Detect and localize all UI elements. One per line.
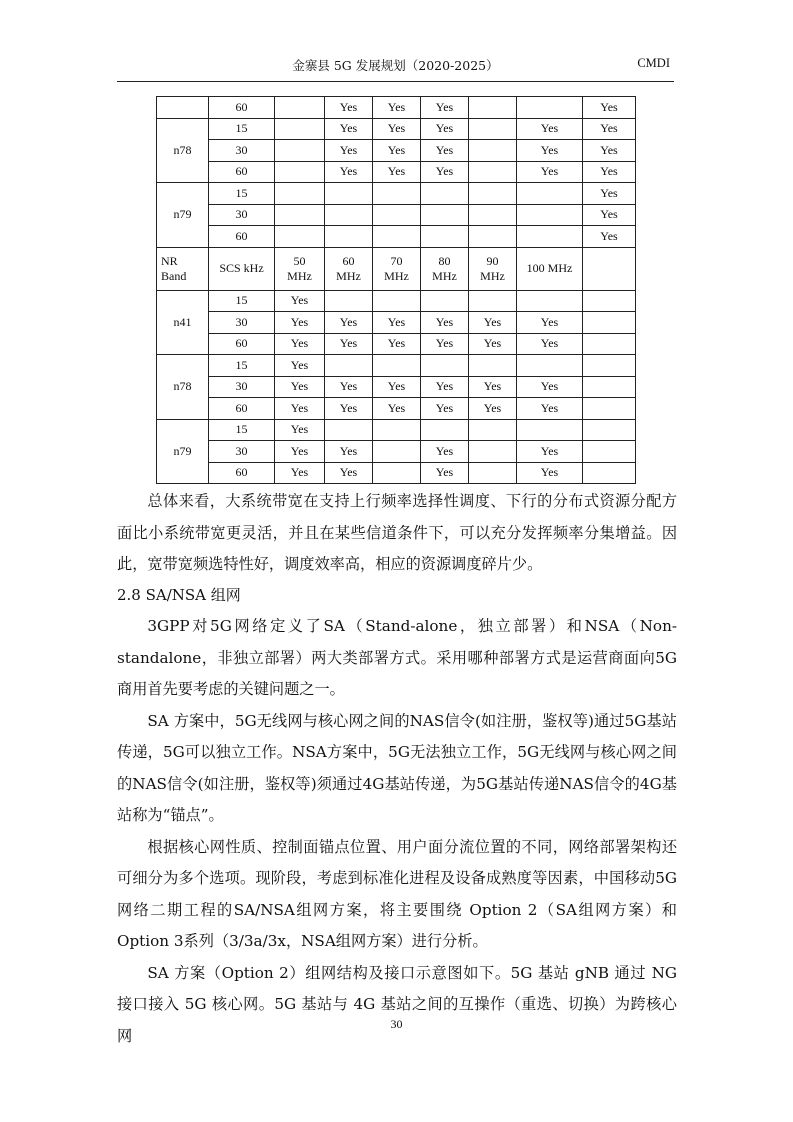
table-cell [469, 419, 517, 441]
table-cell [373, 183, 421, 205]
table-cell [421, 290, 469, 312]
table-cell [275, 118, 325, 140]
band-cell: n79 [157, 419, 209, 484]
table-cell [583, 462, 636, 484]
scs-cell: 30 [209, 312, 275, 334]
table-cell [421, 419, 469, 441]
table-row [157, 290, 636, 312]
table-row [157, 97, 636, 119]
table-cell: Yes [275, 398, 325, 420]
band-cell: n79 [157, 183, 209, 248]
table-cell [275, 183, 325, 205]
scs-cell: 30 [209, 140, 275, 162]
header-bw-unit: MHz [432, 268, 457, 283]
table-cell: Yes [517, 140, 583, 162]
table-row [157, 204, 636, 226]
table-cell [469, 226, 517, 248]
header-scs: SCS kHz [209, 247, 275, 290]
table-cell: Yes [517, 441, 583, 463]
table-cell: Yes [373, 140, 421, 162]
table-cell: Yes [469, 376, 517, 398]
header-bw-unit: MHz [480, 268, 505, 283]
table-cell: Yes [517, 376, 583, 398]
table-cell [325, 355, 373, 377]
header-band-line2: Band [161, 268, 187, 283]
table-cell: Yes [421, 376, 469, 398]
table-row [157, 333, 636, 355]
table-cell: Yes [421, 97, 469, 119]
table-row [157, 183, 636, 205]
scs-cell: 30 [209, 376, 275, 398]
table-cell [275, 226, 325, 248]
header-org: CMDI [637, 56, 670, 70]
table-cell: Yes [325, 161, 373, 183]
table-row [157, 161, 636, 183]
table-row [157, 419, 636, 441]
header-bw-value: 50 [293, 253, 306, 268]
page-number: 30 [390, 1017, 403, 1031]
header-empty [583, 247, 636, 290]
paragraph-text: 根据核心网性质、控制面锚点位置、用户面分流位置的不同，网络部署架构还可细分为多个选项。现阶段，考虑到标准化进程及设备成熟度等因素，中国移动5G网络二期工程的SA/NSA组网方案，将主要围绕 Option 2（SA组网方案）和 Option 3系列（3/3a/3x，NSA组网方案）进行分析。 [117, 837, 677, 950]
table-cell: Yes [275, 462, 325, 484]
header-band-line1: NR [161, 253, 178, 268]
table-row [157, 355, 636, 377]
header-bw-unit: MHz [336, 268, 361, 283]
table-cell: Yes [517, 118, 583, 140]
table-cell [275, 140, 325, 162]
table-cell [583, 419, 636, 441]
table-row [157, 376, 636, 398]
paragraph-group [117, 611, 677, 1052]
table-cell: Yes [275, 290, 325, 312]
header-band [157, 247, 209, 290]
table-cell: Yes [421, 398, 469, 420]
table-cell [469, 183, 517, 205]
table-cell: Yes [583, 140, 636, 162]
table-cell [517, 226, 583, 248]
table-cell: Yes [373, 118, 421, 140]
table-cell: Yes [421, 118, 469, 140]
table-cell [421, 355, 469, 377]
table-cell [469, 462, 517, 484]
table-cell: Yes [373, 97, 421, 119]
table-cell [373, 204, 421, 226]
header-bw-value: 60 [342, 253, 355, 268]
table-cell: Yes [583, 118, 636, 140]
paragraph-text: SA 方案（Option 2）组网结构及接口示意图如下。5G 基站 gNB 通过 NG 接口接入 5G 核心网。5G 基站与 4G 基站之间的互操作（重选、切换）为跨核心网 [117, 963, 677, 1045]
table-cell: Yes [421, 333, 469, 355]
table-cell [583, 398, 636, 420]
header-bw [469, 247, 517, 290]
scs-cell: 60 [209, 462, 275, 484]
table-cell [275, 204, 325, 226]
band-cell: n41 [157, 290, 209, 355]
paragraph-text: 总体来看，大系统带宽在支持上行频率选择性调度、下行的分布式资源分配方面比小系统带宽更灵活，并且在某些信道条件下，可以充分发挥频率分集增益。因此，宽带宽频选特性好，调度效率高，相应的资源调度碎片少。 [117, 492, 677, 573]
table-cell: Yes [517, 161, 583, 183]
table-cell: Yes [469, 312, 517, 334]
table-cell: Yes [517, 398, 583, 420]
header-bw-value: 80 [438, 253, 451, 268]
table-cell [583, 376, 636, 398]
table-cell: Yes [373, 161, 421, 183]
table-cell [421, 183, 469, 205]
table-row [157, 312, 636, 334]
table-cell [583, 333, 636, 355]
table-cell [517, 419, 583, 441]
table-cell: Yes [275, 312, 325, 334]
table-cell: Yes [583, 183, 636, 205]
bandwidth-support-table [156, 96, 636, 484]
table-cell: Yes [517, 312, 583, 334]
table-cell [517, 204, 583, 226]
header-bw-value: 90 [486, 253, 499, 268]
table-cell: Yes [325, 398, 373, 420]
table-cell: Yes [275, 376, 325, 398]
table-cell: Yes [421, 312, 469, 334]
header-bw-unit: MHz [287, 268, 312, 283]
table-cell [469, 441, 517, 463]
table-cell: Yes [583, 226, 636, 248]
table-cell [469, 140, 517, 162]
table-cell: Yes [325, 97, 373, 119]
page-header [117, 54, 674, 82]
table-cell: Yes [325, 140, 373, 162]
header-bw-unit: MHz [384, 268, 409, 283]
header-title: 金寨县 5G 发展规划（2020-2025） [292, 58, 499, 73]
table-cell: Yes [517, 462, 583, 484]
table-cell: Yes [275, 419, 325, 441]
table-cell: Yes [325, 312, 373, 334]
table-cell [469, 290, 517, 312]
table-cell: Yes [275, 355, 325, 377]
scs-cell: 15 [209, 419, 275, 441]
table-cell [421, 204, 469, 226]
table-cell [583, 312, 636, 334]
table-row [157, 398, 636, 420]
table-cell: Yes [583, 97, 636, 119]
table-cell: Yes [421, 462, 469, 484]
paragraph-text: SA 方案中，5G无线网与核心网之间的NAS信令(如注册，鉴权等)通过5G基站传递，5G可以独立工作。NSA方案中，5G无法独立工作，5G无线网与核心网之间的NAS信令(如注册，鉴权等)须通过4G基站传递，为5G基站传递NAS信令的4G基站称为“锚点”。 [117, 711, 677, 824]
table-row [157, 441, 636, 463]
scs-cell: 15 [209, 355, 275, 377]
header-bw [325, 247, 373, 290]
table-cell: Yes [421, 161, 469, 183]
table-cell [325, 183, 373, 205]
scs-cell: 60 [209, 161, 275, 183]
header-bw [373, 247, 421, 290]
table-cell [325, 419, 373, 441]
table-row [157, 226, 636, 248]
table-cell: Yes [373, 312, 421, 334]
table-cell [373, 419, 421, 441]
table-cell [517, 97, 583, 119]
table-cell [373, 226, 421, 248]
scs-cell: 60 [209, 226, 275, 248]
scs-cell: 30 [209, 204, 275, 226]
table-cell [583, 290, 636, 312]
table-cell: Yes [517, 333, 583, 355]
table-cell [373, 290, 421, 312]
table-cell: Yes [325, 333, 373, 355]
header-bw-value: 70 [390, 253, 403, 268]
scs-cell: 60 [209, 97, 275, 119]
table-cell: Yes [373, 398, 421, 420]
table-cell [275, 97, 325, 119]
header-bw [275, 247, 325, 290]
table-cell: Yes [325, 441, 373, 463]
table-cell [583, 355, 636, 377]
table-cell [469, 204, 517, 226]
band-cell: n78 [157, 118, 209, 183]
table-cell [373, 441, 421, 463]
table-cell [517, 355, 583, 377]
table-cell [583, 441, 636, 463]
table-cell [421, 226, 469, 248]
table-cell: Yes [469, 398, 517, 420]
table-cell [325, 290, 373, 312]
header-bw: 100 MHz [517, 247, 583, 290]
table-cell: Yes [275, 441, 325, 463]
section-heading: 2.8 SA/NSA 组网 [117, 586, 241, 604]
scs-cell: 15 [209, 118, 275, 140]
table-cell: Yes [325, 462, 373, 484]
table-cell: Yes [469, 333, 517, 355]
table-cell [325, 204, 373, 226]
table-cell [469, 161, 517, 183]
table-cell [373, 355, 421, 377]
scs-cell: 30 [209, 441, 275, 463]
table-header-row [157, 247, 636, 290]
table-cell [275, 161, 325, 183]
band-cell: n78 [157, 355, 209, 420]
table-cell [325, 226, 373, 248]
table-row [157, 118, 636, 140]
table-row [157, 140, 636, 162]
table-cell: Yes [325, 376, 373, 398]
table-row [157, 462, 636, 484]
header-bw [421, 247, 469, 290]
table-cell: Yes [373, 376, 421, 398]
scs-cell: 15 [209, 290, 275, 312]
table-cell: Yes [275, 333, 325, 355]
table-cell: Yes [583, 204, 636, 226]
table-cell [517, 183, 583, 205]
table-cell: Yes [421, 140, 469, 162]
table-cell [517, 290, 583, 312]
table-cell: Yes [583, 161, 636, 183]
table-cell [469, 118, 517, 140]
table-cell [469, 97, 517, 119]
paragraph-text: 3GPP对5G网络定义了SA（Stand-alone，独立部署）和NSA（Non-standalone，非独立部署）两大类部署方式。采用哪种部署方式是运营商面向5G商用首先要考虑的关键问题之一。 [117, 617, 677, 698]
table-cell: Yes [325, 118, 373, 140]
table-cell: Yes [421, 441, 469, 463]
scs-cell: 60 [209, 333, 275, 355]
scs-cell: 15 [209, 183, 275, 205]
table-cell [373, 462, 421, 484]
band-cell [157, 97, 209, 119]
scs-cell: 60 [209, 398, 275, 420]
table-cell: Yes [373, 333, 421, 355]
table-cell [469, 355, 517, 377]
paragraph-bandwidth-summary [117, 486, 677, 581]
